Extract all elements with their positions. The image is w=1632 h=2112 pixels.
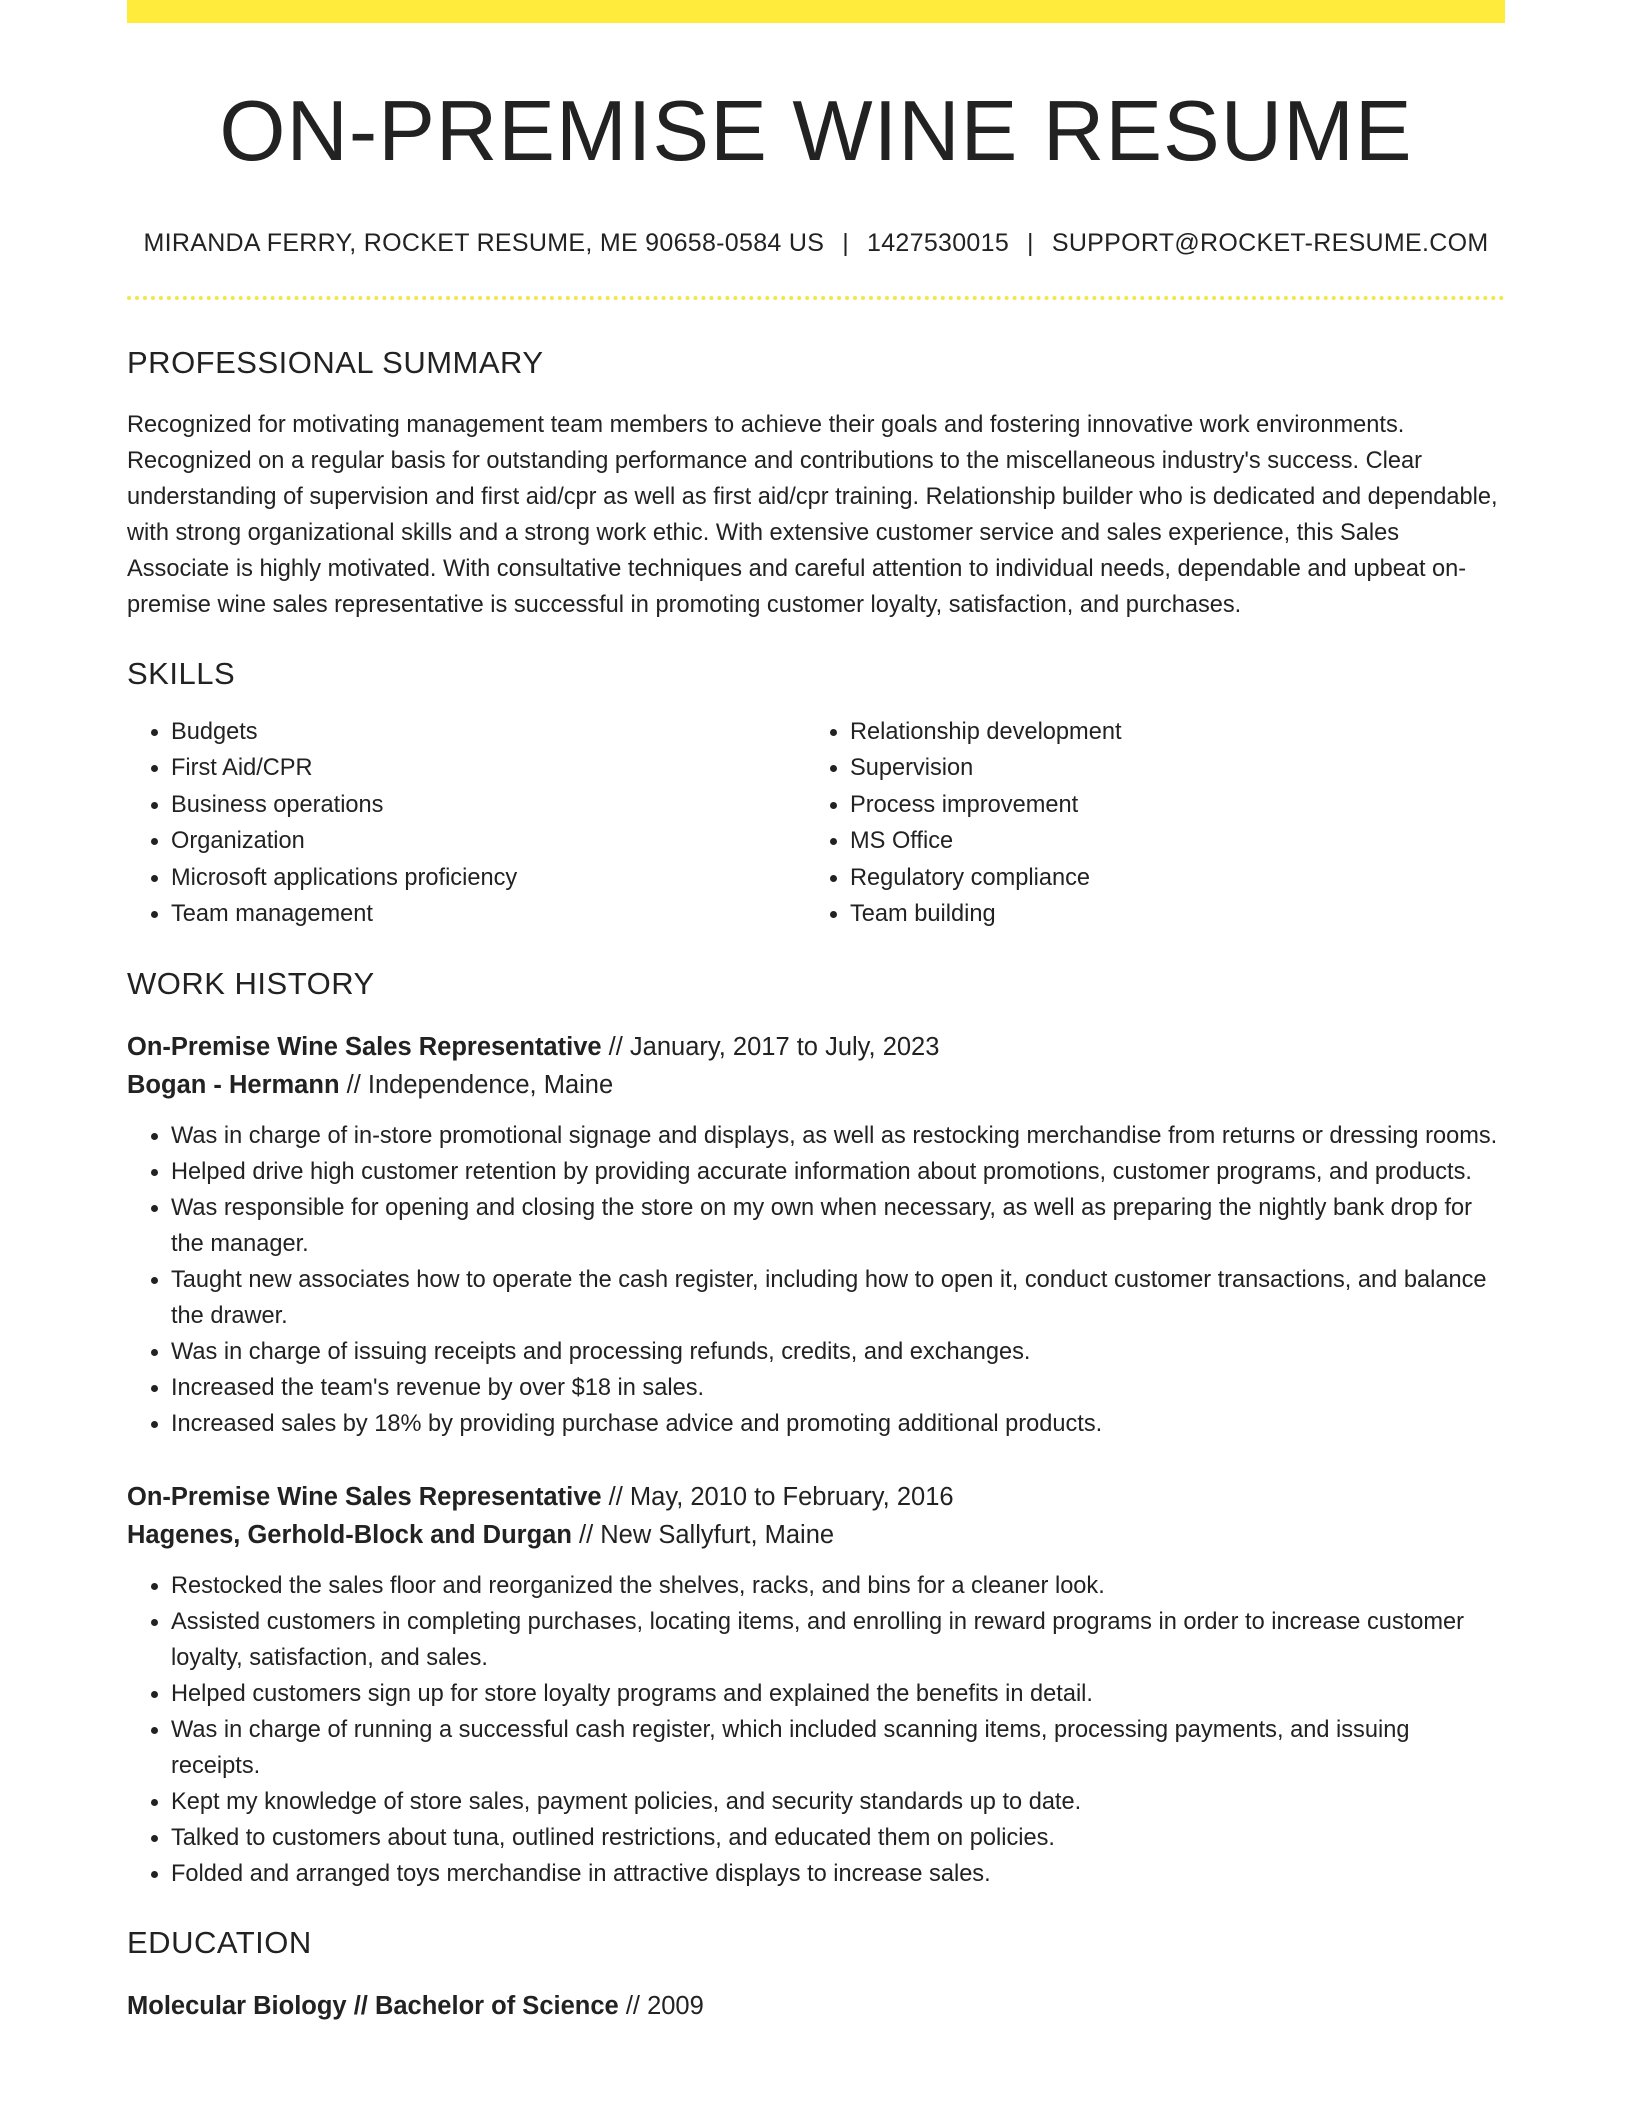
education-heading: EDUCATION	[127, 1925, 312, 1961]
resume-page	[127, 0, 1505, 2025]
skills-column-left	[127, 714, 806, 933]
job-bullet: • Was in charge of in-store promotional signage and displays, as well as restocking merchandise from returns or dressing rooms.	[171, 1118, 1505, 1154]
job-dates: // May, 2010 to February, 2016	[608, 1483, 954, 1512]
skill-item: • Business operations	[171, 787, 806, 824]
skill-item: • Team management	[171, 896, 806, 933]
resume-title: ON-PREMISE WINE RESUME	[219, 84, 1413, 179]
job-bullet: • Was in charge of issuing receipts and processing refunds, credits, and exchanges.	[171, 1334, 1505, 1370]
job-location: // New Sallyfurt, Maine	[579, 1521, 835, 1550]
skill-item: • MS Office	[850, 823, 1485, 860]
job-bullets	[127, 1568, 1505, 1892]
job-title: On-Premise Wine Sales Representative	[127, 1033, 602, 1062]
skill-item: • Microsoft applications proficiency	[171, 860, 806, 897]
job-bullet: • Assisted customers in completing purchases, locating items, and enrolling in reward programs in order to increase customer loyalty, satisfaction, and sales.	[171, 1604, 1505, 1676]
skill-item: • Relationship development	[850, 714, 1485, 751]
education-degree: Molecular Biology // Bachelor of Science	[127, 1992, 619, 2021]
job-bullets	[127, 1118, 1505, 1442]
education-entry	[127, 1987, 1505, 2025]
job-dates: // January, 2017 to July, 2023	[608, 1033, 940, 1062]
job-company-line	[127, 1516, 1505, 1554]
job-company-line	[127, 1066, 1505, 1104]
job-bullet: • Taught new associates how to operate the cash register, including how to open it, conduct customer transactions, and balance the drawer.	[171, 1262, 1505, 1334]
job-bullet: • Helped drive high customer retention by providing accurate information about promotions, customer programs, and products.	[171, 1154, 1505, 1190]
contact-separator: |	[842, 228, 849, 257]
skills-heading: SKILLS	[127, 655, 236, 691]
job-location: // Independence, Maine	[346, 1071, 614, 1100]
job-bullet: • Helped customers sign up for store loyalty programs and explained the benefits in detail.	[171, 1676, 1505, 1712]
job-company: Bogan - Hermann	[127, 1071, 340, 1100]
job-bullet: • Increased sales by 18% by providing purchase advice and promoting additional products.	[171, 1406, 1505, 1442]
education-year: // 2009	[625, 1992, 704, 2021]
skill-item: • Team building	[850, 896, 1485, 933]
job-company: Hagenes, Gerhold-Block and Durgan	[127, 1521, 572, 1550]
contact-separator: |	[1027, 228, 1034, 257]
dotted-divider	[127, 296, 1505, 300]
skill-item: • First Aid/CPR	[171, 750, 806, 787]
job-entry	[127, 1028, 1505, 1442]
job-bullet: • Talked to customers about tuna, outlined restrictions, and educated them on policies.	[171, 1820, 1505, 1856]
contact-email: SUPPORT@ROCKET-RESUME.COM	[1051, 228, 1489, 257]
skill-item: • Supervision	[850, 750, 1485, 787]
skill-item: • Organization	[171, 823, 806, 860]
contact-phone: 1427530015	[867, 228, 1010, 257]
job-bullet: • Was in charge of running a successful cash register, which included scanning items, processing payments, and issuing receipts.	[171, 1712, 1505, 1784]
skills-column-right	[806, 714, 1485, 933]
skills-list	[127, 714, 1505, 933]
job-bullet: • Increased the team's revenue by over $18 in sales.	[171, 1370, 1505, 1406]
job-title: On-Premise Wine Sales Representative	[127, 1483, 602, 1512]
job-bullet: • Was responsible for opening and closing the store on my own when necessary, as well as preparing the nightly bank drop for the manager.	[171, 1190, 1505, 1262]
job-title-line	[127, 1478, 1505, 1516]
contact-line	[127, 229, 1505, 258]
job-title-line	[127, 1028, 1505, 1066]
work-history-heading: WORK HISTORY	[127, 965, 375, 1001]
summary-heading: PROFESSIONAL SUMMARY	[127, 344, 544, 380]
contact-address: MIRANDA FERRY, ROCKET RESUME, ME 90658-0584 US	[143, 228, 825, 257]
job-entry	[127, 1478, 1505, 1892]
job-bullet: • Kept my knowledge of store sales, payment policies, and security standards up to date.	[171, 1784, 1505, 1820]
skill-item: • Budgets	[171, 714, 806, 751]
skill-item: • Regulatory compliance	[850, 860, 1485, 897]
accent-top-bar	[127, 0, 1505, 23]
job-bullet: • Restocked the sales floor and reorganized the shelves, racks, and bins for a cleaner look.	[171, 1568, 1505, 1604]
summary-text: Recognized for motivating management team members to achieve their goals and fostering innovative work environments. Recognized on a regular basis for outstanding performance and contributions to the miscellaneous industry's success. Clear understanding of supervision and first aid/cpr as well as first aid/cpr training. Relationship builder who is dedicated and dependable, with strong organizational skills and a strong work ethic. With extensive customer service and sales experience, this Sales Associate is highly motivated. With consultative techniques and careful attention to individual needs, dependable and upbeat on-premise wine sales representative is successful in promoting customer loyalty, satisfaction, and purchases.	[127, 411, 1498, 618]
job-bullet: • Folded and arranged toys merchandise in attractive displays to increase sales.	[171, 1856, 1505, 1892]
skill-item: • Process improvement	[850, 787, 1485, 824]
